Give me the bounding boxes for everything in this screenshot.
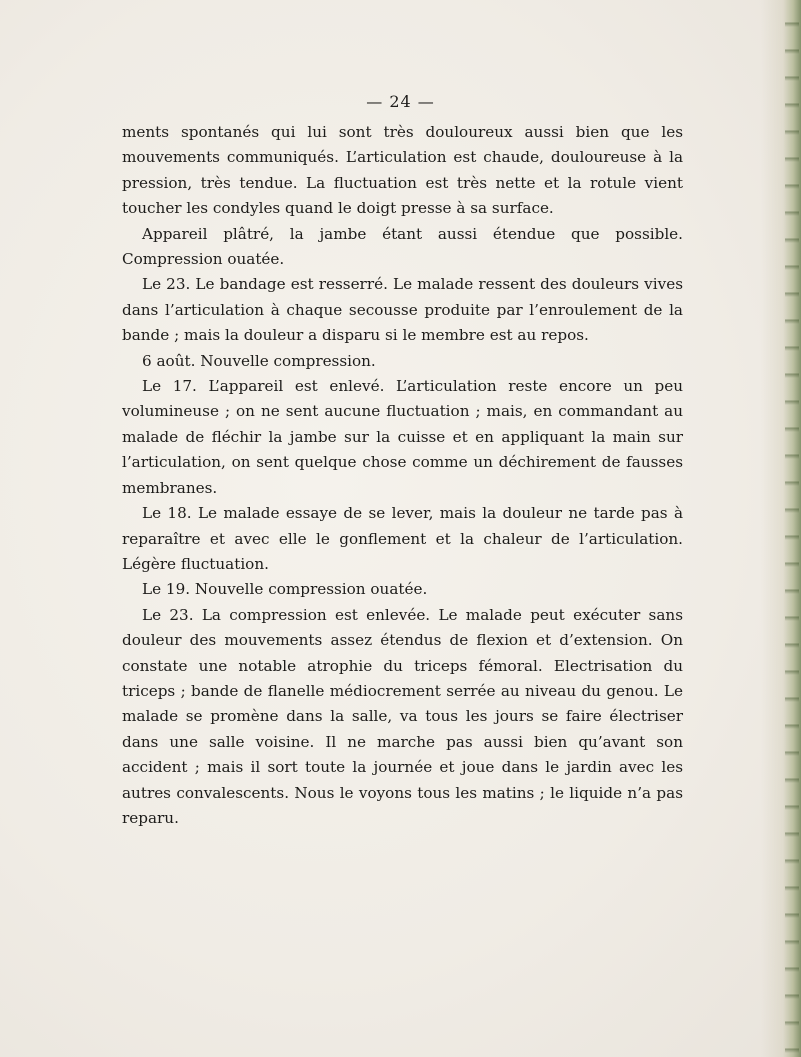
page-number: — 24 — (366, 92, 435, 111)
page-edge-marks (785, 0, 799, 1057)
paragraph: ments spontanés qui lui sont très douloureux aussi bien que les mouvements communiqués. L’articulation est chaude, douloureuse à la pression, très tendue. La fluctuation est très nette et la rotule vient toucher les condyles quand le doigt presse à sa surface. (122, 123, 683, 218)
paragraph: Le 18. Le malade essaye de se lever, mais la douleur ne tarde pas à reparaître et avec elle le gonflement et la chaleur de l’articulation. Légère fluctuation. (122, 504, 683, 573)
paragraph: 6 août. Nouvelle compression. (142, 351, 376, 370)
body-text (122, 120, 683, 831)
paragraph: Le 17. L’appareil est enlevé. L’articulation reste encore un peu volumineuse ; on ne sent aucune fluctuation ; mais, en commandant au malade de fléchir la jambe sur la cuisse et en appliquant la main sur l’articulation, on sent quelque chose comme un déchirement de fausses membranes. (122, 377, 683, 497)
paragraph: Le 19. Nouvelle compression ouatée. (142, 580, 428, 599)
paragraph: Le 23. La compression est enlevée. Le malade peut exécuter sans douleur des mouvements assez étendus de flexion et d’extension. On constate une notable atrophie du triceps fémoral. Electrisation du triceps ; bande de flanelle médiocrement serrée au niveau du genou. Le malade se promène dans la salle, va tous les jours se faire électriser dans une salle voisine. Il ne marche pas aussi bien qu’avant son accident ; mais il sort toute la journée et joue dans le jardin avec les autres convalescents. Nous le voyons tous les matins ; le liquide n’a pas reparu. (122, 605, 683, 827)
paragraph: Appareil plâtré, la jambe étant aussi étendue que possible. Compression ouatée. (122, 224, 683, 269)
paragraph: Le 23. Le bandage est resserré. Le malade ressent des douleurs vives dans l’articulation à chaque secousse produite par l’enroulement de la bande ; mais la douleur a disparu si le membre est au repos. (122, 275, 683, 345)
